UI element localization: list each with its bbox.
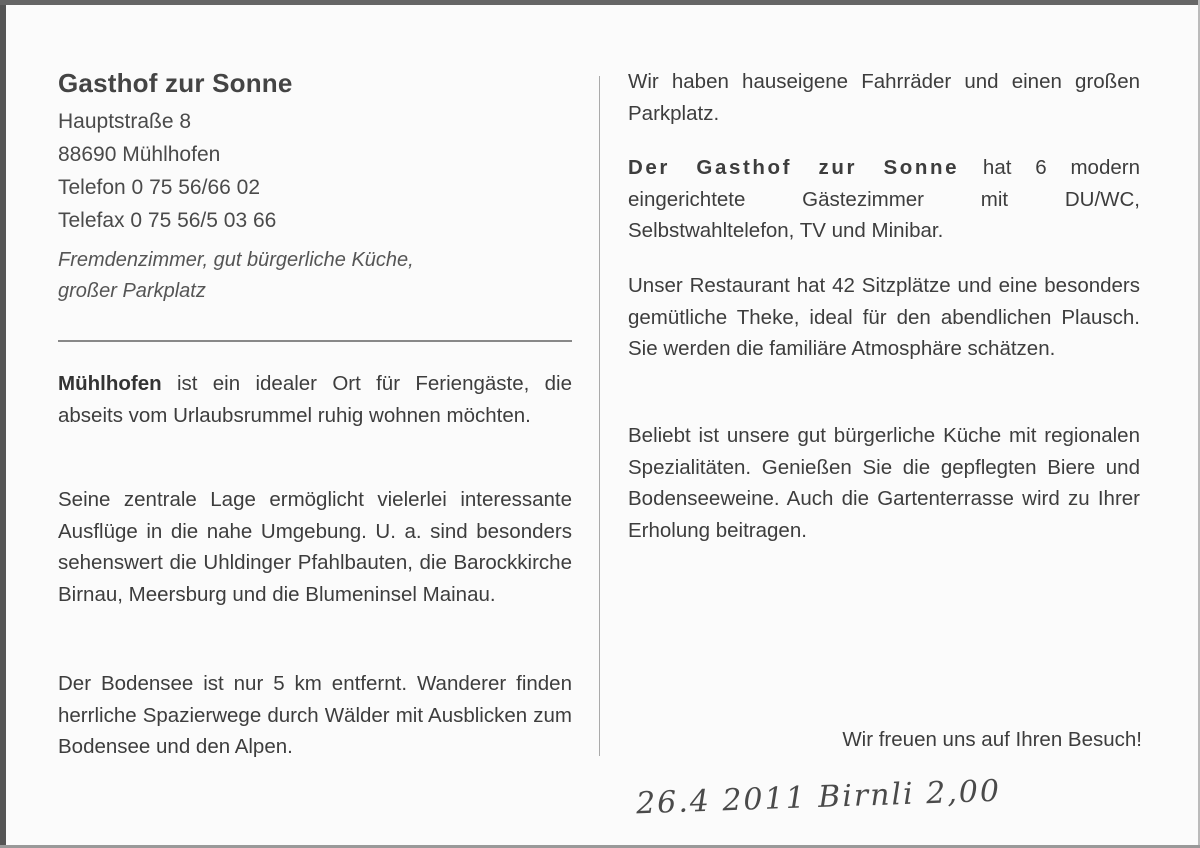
address-block (58, 68, 578, 307)
closing-line: Wir freuen uns auf Ihren Besuch! (842, 728, 1142, 751)
paragraph-muehlhofen-bold: Mühlhofen (58, 372, 162, 395)
card-edge-top (0, 0, 1200, 5)
tagline (58, 245, 578, 307)
paragraph-muehlhofen (58, 368, 572, 431)
paragraph-cuisine: Beliebt ist unsere gut bürgerliche Küche mit regionalen Spezialitäten. Genießen Sie die gepflegten Biere und Bodenseeweine. Auch die Gartenterrasse wird zu Ihrer Erholung beitragen. (628, 424, 1140, 542)
column-divider (599, 76, 600, 756)
street-address: Hauptstraße 8 (58, 110, 192, 133)
phone-line: Telefon 0 75 56/66 02 (58, 176, 261, 199)
paragraph-bikes: Wir haben hauseigene Fahrräder und einen großen Parkplatz. (628, 70, 1140, 125)
paragraph-restaurant: Unser Restaurant hat 42 Sitzplätze und eine besonders gemütliche Theke, ideal für den abendlichen Plausch. Sie werden die familiäre Atmosphäre schätzen. (628, 274, 1140, 360)
paragraph-rooms-bold: Der Gasthof zur Sonne (628, 156, 960, 179)
paragraph-location: Seine zentrale Lage ermöglicht vielerlei interessante Ausflüge in die nahe Umgebung. U. a. sind besonders sehenswert die Uhldinger Pfahlbauten, die Barockkirche Birnau, Meersburg und die Blumeninsel Mainau. (58, 488, 572, 606)
card-edge-left (0, 0, 6, 848)
paragraph-muehlhofen-text: ist ein idealer Ort für Feriengäste, die abseits vom Urlaubsrummel ruhig wohnen möchten. (58, 372, 572, 427)
handwritten-note: 26.4 2011 Birnli 2,00 (635, 773, 1002, 822)
business-name: Gasthof zur Sonne (58, 68, 293, 98)
divider (58, 340, 572, 342)
paragraph-rooms (628, 152, 1140, 247)
tagline-line-1: Fremdenzimmer, gut bürgerliche Küche, (58, 249, 414, 271)
paragraph-bodensee: Der Bodensee ist nur 5 km entfernt. Wanderer finden herrliche Spazierwege durch Wälder mit Ausblicken zum Bodensee und den Alpen. (58, 672, 572, 758)
tagline-line-2: großer Parkplatz (58, 280, 206, 302)
fax-line: Telefax 0 75 56/5 03 66 (58, 209, 277, 232)
city-line: 88690 Mühlhofen (58, 143, 221, 166)
paragraph-rooms-text: hat 6 modern eingerichtete Gästezimmer mit DU/WC, Selbstwahltelefon, TV und Minibar. (628, 156, 1140, 242)
